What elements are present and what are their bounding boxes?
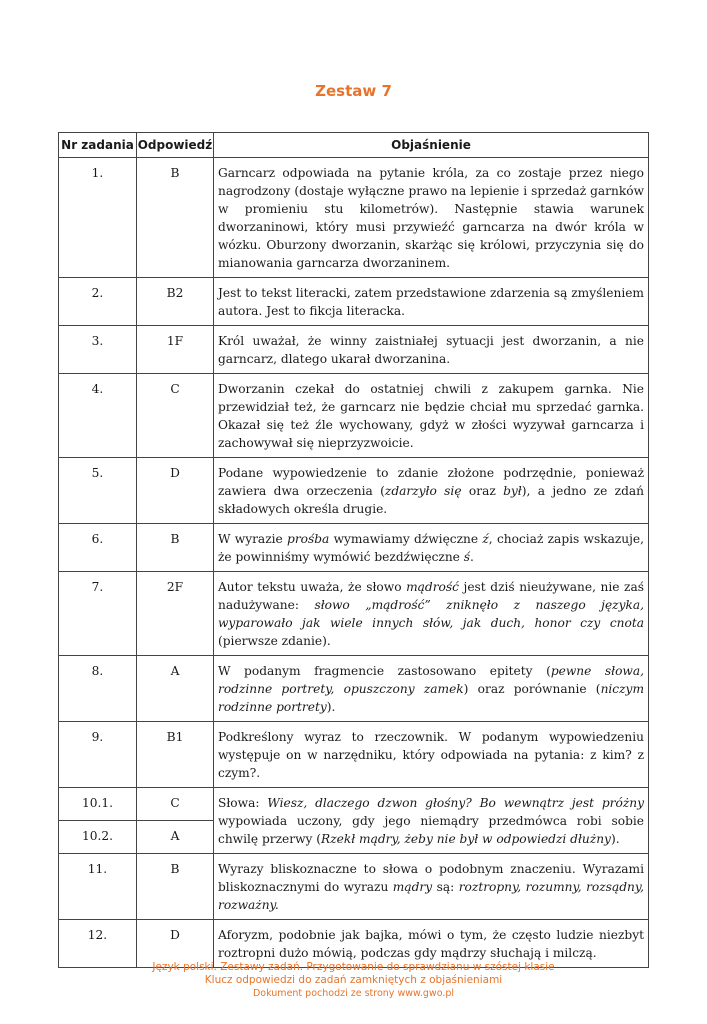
explanation-italic-segment: Wiesz, dlaczego dzwon głośny? Bo wewnątrz jest próżny xyxy=(267,796,644,810)
answer-cell: B2 xyxy=(137,278,214,326)
table-row xyxy=(59,458,649,524)
task-number-cell: 8. xyxy=(59,656,137,722)
explanation-cell xyxy=(214,524,649,572)
task-number-cell: 9. xyxy=(59,722,137,788)
explanation-cell xyxy=(214,854,649,920)
explanation-cell xyxy=(214,722,649,788)
explanation-segment: są: xyxy=(432,880,459,894)
explanation-cell xyxy=(214,572,649,656)
answer-cell: A xyxy=(137,656,214,722)
answer-cell: D xyxy=(137,920,214,968)
page-title: Zestaw 7 xyxy=(315,82,392,100)
table-row xyxy=(59,326,649,374)
explanation-segment: jest dziś nieużywane, nie zaś nadużywane: xyxy=(218,580,644,612)
answer-cell: A xyxy=(137,821,214,854)
answer-cell: 2F xyxy=(137,572,214,656)
explanation-italic-segment: był xyxy=(503,484,522,498)
answer-cell: B xyxy=(137,854,214,920)
table-row xyxy=(59,854,649,920)
page-footer xyxy=(0,961,707,1000)
table-row xyxy=(59,374,649,458)
explanation-segment: wymawiamy dźwięczne xyxy=(329,532,483,546)
footer-line-source: Dokument pochodzi ze strony www.gwo.pl xyxy=(252,988,455,999)
explanation-italic-segment: roztropny, rozumny, rozsądny, rozważny. xyxy=(218,880,644,912)
task-number-cell: 4. xyxy=(59,374,137,458)
task-number-cell: 3. xyxy=(59,326,137,374)
answer-cell: C xyxy=(137,788,214,821)
explanation-segment: ). xyxy=(610,832,620,846)
explanation-italic-segment: mądrość xyxy=(406,580,459,594)
footer-line-key: Klucz odpowiedzi do zadań zamkniętych z objaśnieniami xyxy=(204,974,503,986)
explanation-cell xyxy=(214,656,649,722)
header-explanation: Objaśnienie xyxy=(214,133,649,158)
table-header-row xyxy=(59,133,649,158)
explanation-italic-segment: Rzekł mądry, żeby nie był w odpowiedzi dłużny xyxy=(321,832,611,846)
explanation-segment: Autor tekstu uważa, że słowo xyxy=(218,580,407,594)
explanation-cell xyxy=(214,374,649,458)
answer-cell: D xyxy=(137,458,214,524)
explanation-italic-segment: prośba xyxy=(287,532,330,546)
explanation-segment: ), a jedno ze zdań składowych określa drugie. xyxy=(218,484,645,516)
explanation-segment: , chociaż zapis wskazuje, że powinniśmy wymówić bezdźwięczne xyxy=(218,532,645,564)
task-number-cell: 11. xyxy=(59,854,137,920)
task-number-cell: 2. xyxy=(59,278,137,326)
explanation-segment: . xyxy=(470,550,474,564)
explanation-segment: (pierwsze zdanie). xyxy=(218,634,331,648)
answer-cell: C xyxy=(137,374,214,458)
explanation-cell xyxy=(214,158,649,278)
explanation-cell xyxy=(214,326,649,374)
explanation-segment: Dworzanin czekał do ostatniej chwili z zakupem garnka. Nie przewidział też, że garncarz nie będzie chciał mu sprzedać garnka. Okazał się też źle wychowany, gdyż w złości wyzywał garncarza i zachowywał się nieprzyzwoicie. xyxy=(218,382,644,450)
explanation-cell xyxy=(214,278,649,326)
explanation-cell xyxy=(214,788,649,854)
explanation-italic-segment: niczym rodzinne portrety xyxy=(218,682,644,714)
explanation-segment: wypowiada uczony, gdy jego niemądry przedmówca robi sobie chwilę przerwy ( xyxy=(218,814,644,846)
explanation-cell xyxy=(214,458,649,524)
table-row xyxy=(59,524,649,572)
task-number-cell: 1. xyxy=(59,158,137,278)
explanation-italic-segment: słowo „mądrość” zniknęło z naszego języka, wyparowało jak wiele innych słów, jak duch, honor czy cnota xyxy=(218,598,644,630)
table-row xyxy=(59,656,649,722)
answer-cell: B xyxy=(137,158,214,278)
answer-cell: 1F xyxy=(137,326,214,374)
task-number-cell: 12. xyxy=(59,920,137,968)
task-number-cell: 5. xyxy=(59,458,137,524)
explanation-italic-segment: ś xyxy=(463,550,471,564)
explanation-segment: Słowa: xyxy=(218,796,268,810)
answer-cell: B1 xyxy=(137,722,214,788)
task-number-cell: 10.2. xyxy=(59,821,137,854)
explanation-segment: ). xyxy=(326,700,336,714)
answers-table xyxy=(58,132,649,968)
answer-cell: B xyxy=(137,524,214,572)
explanation-segment: W wyrazie xyxy=(218,532,288,546)
header-answer: Odpowiedź xyxy=(137,133,214,158)
explanation-italic-segment: ź xyxy=(482,532,489,546)
explanation-segment: W podanym fragmencie zastosowano epitety ( xyxy=(218,664,551,678)
table-row xyxy=(59,278,649,326)
task-number-cell: 7. xyxy=(59,572,137,656)
explanation-segment: oraz xyxy=(461,484,504,498)
explanation-segment: ) oraz porównanie ( xyxy=(463,682,601,696)
explanation-italic-segment: zdarzyło się xyxy=(384,484,462,498)
explanation-italic-segment: mądry xyxy=(392,880,433,894)
header-task-number: Nr zadania xyxy=(59,133,137,158)
explanation-segment: Aforyzm, podobnie jak bajka, mówi o tym, że często ludzie niezbyt roztropni dużo mówią, podczas gdy mądrzy słuchają i milczą. xyxy=(218,928,644,960)
explanation-segment: Podane wypowiedzenie to zdanie złożone podrzędnie, ponieważ zawiera dwa orzeczenia ( xyxy=(218,466,644,498)
footer-line-book: Język polski. Zestawy zadań. Przygotowanie do sprawdzianu w szóstej klasie xyxy=(152,961,555,973)
explanation-segment: Podkreślony wyraz to rzeczownik. W podanym wypowiedzeniu występuje on w narzędniku, który odpowiada na pytania: z kim? z czym?. xyxy=(218,730,644,780)
explanation-segment: Garncarz odpowiada na pytanie króla, za co zostaje przez niego nagrodzony (dostaje wyłączne prawo na lepienie i sprzedaż garnków w promieniu stu kilometrów). Następnie stawia warunek dworzaninowi, który musi przywieźć garncarza na dwór króla w wózku. Oburzony dworzanin, skarżąc się królowi, przyczynia się do mianowania garncarza dworzaninem. xyxy=(218,166,644,270)
table-row xyxy=(59,158,649,278)
table-row xyxy=(59,572,649,656)
table-row xyxy=(59,722,649,788)
table-body xyxy=(59,158,649,968)
explanation-segment: Król uważał, że winny zaistniałej sytuacji jest dworzanin, a nie garncarz, dlatego ukarał dworzanina. xyxy=(218,334,644,366)
task-number-cell: 10.1. xyxy=(59,788,137,821)
explanation-segment: Jest to tekst literacki, zatem przedstawione zdarzenia są zmyśleniem autora. Jest to fikcja literacka. xyxy=(218,286,644,318)
task-number-cell: 6. xyxy=(59,524,137,572)
table-row xyxy=(59,788,649,821)
explanation-segment: Wyrazy bliskoznaczne to słowa o podobnym znaczeniu. Wyrazami bliskoznacznymi do wyrazu xyxy=(218,862,644,894)
explanation-italic-segment: pewne słowa, rodzinne portrety, opuszczony zamek xyxy=(218,664,644,696)
